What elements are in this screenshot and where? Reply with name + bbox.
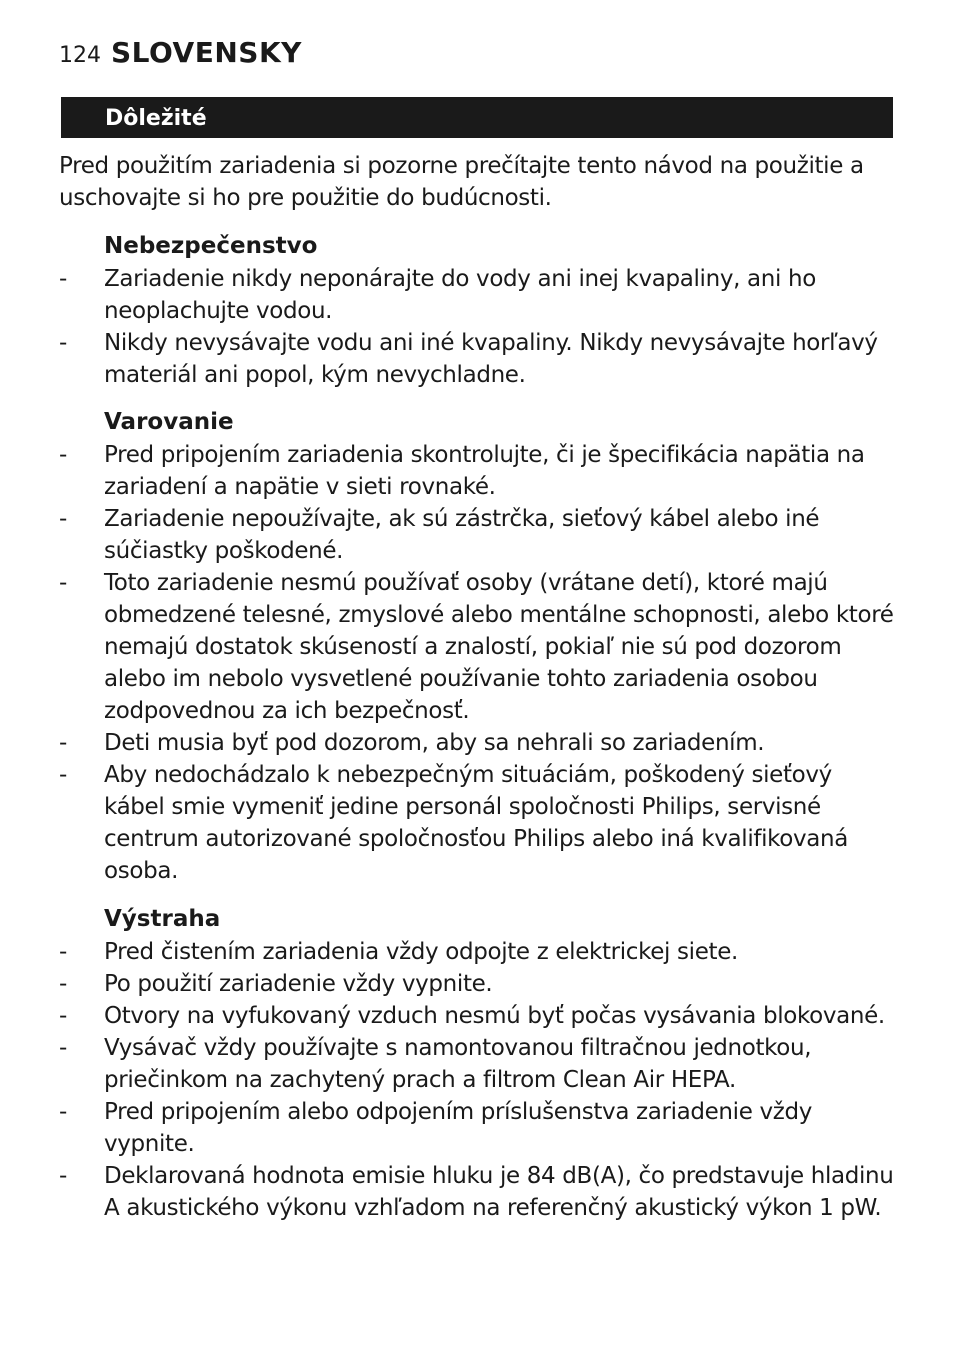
dash-bullet: -: [59, 1163, 67, 1189]
list-item-text: Pred pripojením alebo odpojením príslušenstva zariadenie vždy vypnite.: [104, 1099, 812, 1157]
dash-bullet: -: [59, 330, 67, 356]
danger-list: [0, 263, 954, 391]
dash-bullet: -: [59, 1035, 67, 1061]
dash-bullet: -: [59, 971, 67, 997]
list-item-text: Toto zariadenie nesmú používať osoby (vrátane detí), ktoré majú obmedzené telesné, zmyslové alebo mentálne schopnosti, alebo ktoré nemajú dostatok skúseností a znalostí, pokiaľ nie sú pod dozorom alebo im nebolo vysvetlené používanie tohto zariadenia osobou zodpovednou za ich bezpečnosť.: [104, 570, 894, 724]
list-item-text: Deklarovaná hodnota emisie hluku je 84 dB(A), čo predstavuje hladinu A akustického výkonu vzhľadom na referenčný akustický výkon 1 pW.: [104, 1163, 894, 1221]
page-header: [59, 36, 302, 72]
section-title-bar: [61, 97, 893, 138]
warning-heading: Varovanie: [104, 409, 234, 435]
dash-bullet: -: [59, 266, 67, 292]
caution-heading: Výstraha: [104, 906, 221, 932]
list-item-text: Otvory na vyfukovaný vzduch nesmú byť počas vysávania blokované.: [104, 1003, 885, 1029]
list-item-text: Nikdy nevysávajte vodu ani iné kvapaliny. Nikdy nevysávajte horľavý materiál ani popol, kým nevychladne.: [104, 330, 878, 388]
list-item-text: Aby nedochádzalo k nebezpečným situáciám, poškodený sieťový kábel smie vymeniť jedine personál spoločnosti Philips, servisné centrum autorizované spoločnosťou Philips alebo iná kvalifikovaná osoba.: [104, 762, 848, 884]
dash-bullet: -: [59, 762, 67, 788]
list-item-text: Po použití zariadenie vždy vypnite.: [104, 971, 493, 997]
language-title: SLOVENSKY: [111, 36, 302, 69]
dash-bullet: -: [59, 939, 67, 965]
list-item: [0, 263, 896, 327]
list-item-text: Zariadenie nepoužívajte, ak sú zástrčka, sieťový kábel alebo iné súčiastky poškodené.: [104, 506, 820, 564]
dash-bullet: -: [59, 1099, 67, 1125]
dash-bullet: -: [59, 442, 67, 468]
list-item: [0, 727, 896, 759]
list-item: [0, 327, 896, 391]
dash-bullet: -: [59, 570, 67, 596]
list-item-text: Vysávač vždy používajte s namontovanou filtračnou jednotkou, priečinkom na zachytený prach a filtrom Clean Air HEPA.: [104, 1035, 812, 1093]
dash-bullet: -: [59, 730, 67, 756]
list-item-text: Zariadenie nikdy neponárajte do vody ani inej kvapaliny, ani ho neoplachujte vodou.: [104, 266, 816, 324]
list-item: [0, 936, 896, 968]
list-item-text: Pred čistením zariadenia vždy odpojte z elektrickej siete.: [104, 939, 738, 965]
danger-heading: Nebezpečenstvo: [104, 233, 318, 259]
intro-paragraph: Pred použitím zariadenia si pozorne prečítajte tento návod na použitie a uschovajte si ho pre použitie do budúcnosti.: [59, 153, 864, 211]
list-item-text: Pred pripojením zariadenia skontrolujte, či je špecifikácia napätia na zariadení a napätie v sieti rovnaké.: [104, 442, 865, 500]
list-item: [0, 1160, 896, 1224]
list-item: [0, 968, 896, 1000]
dash-bullet: -: [59, 506, 67, 532]
list-item: [0, 1032, 896, 1096]
page-number: 124: [59, 43, 101, 68]
caution-list: [0, 936, 954, 1224]
list-item: [0, 503, 896, 567]
list-item: [0, 759, 896, 887]
list-item: [0, 1000, 896, 1032]
dash-bullet: -: [59, 1003, 67, 1029]
warning-list: [0, 439, 954, 887]
list-item: [0, 1096, 896, 1160]
list-item: [0, 567, 896, 727]
section-title: Dôležité: [105, 106, 207, 131]
list-item-text: Deti musia byť pod dozorom, aby sa nehrali so zariadením.: [104, 730, 765, 756]
list-item: [0, 439, 896, 503]
